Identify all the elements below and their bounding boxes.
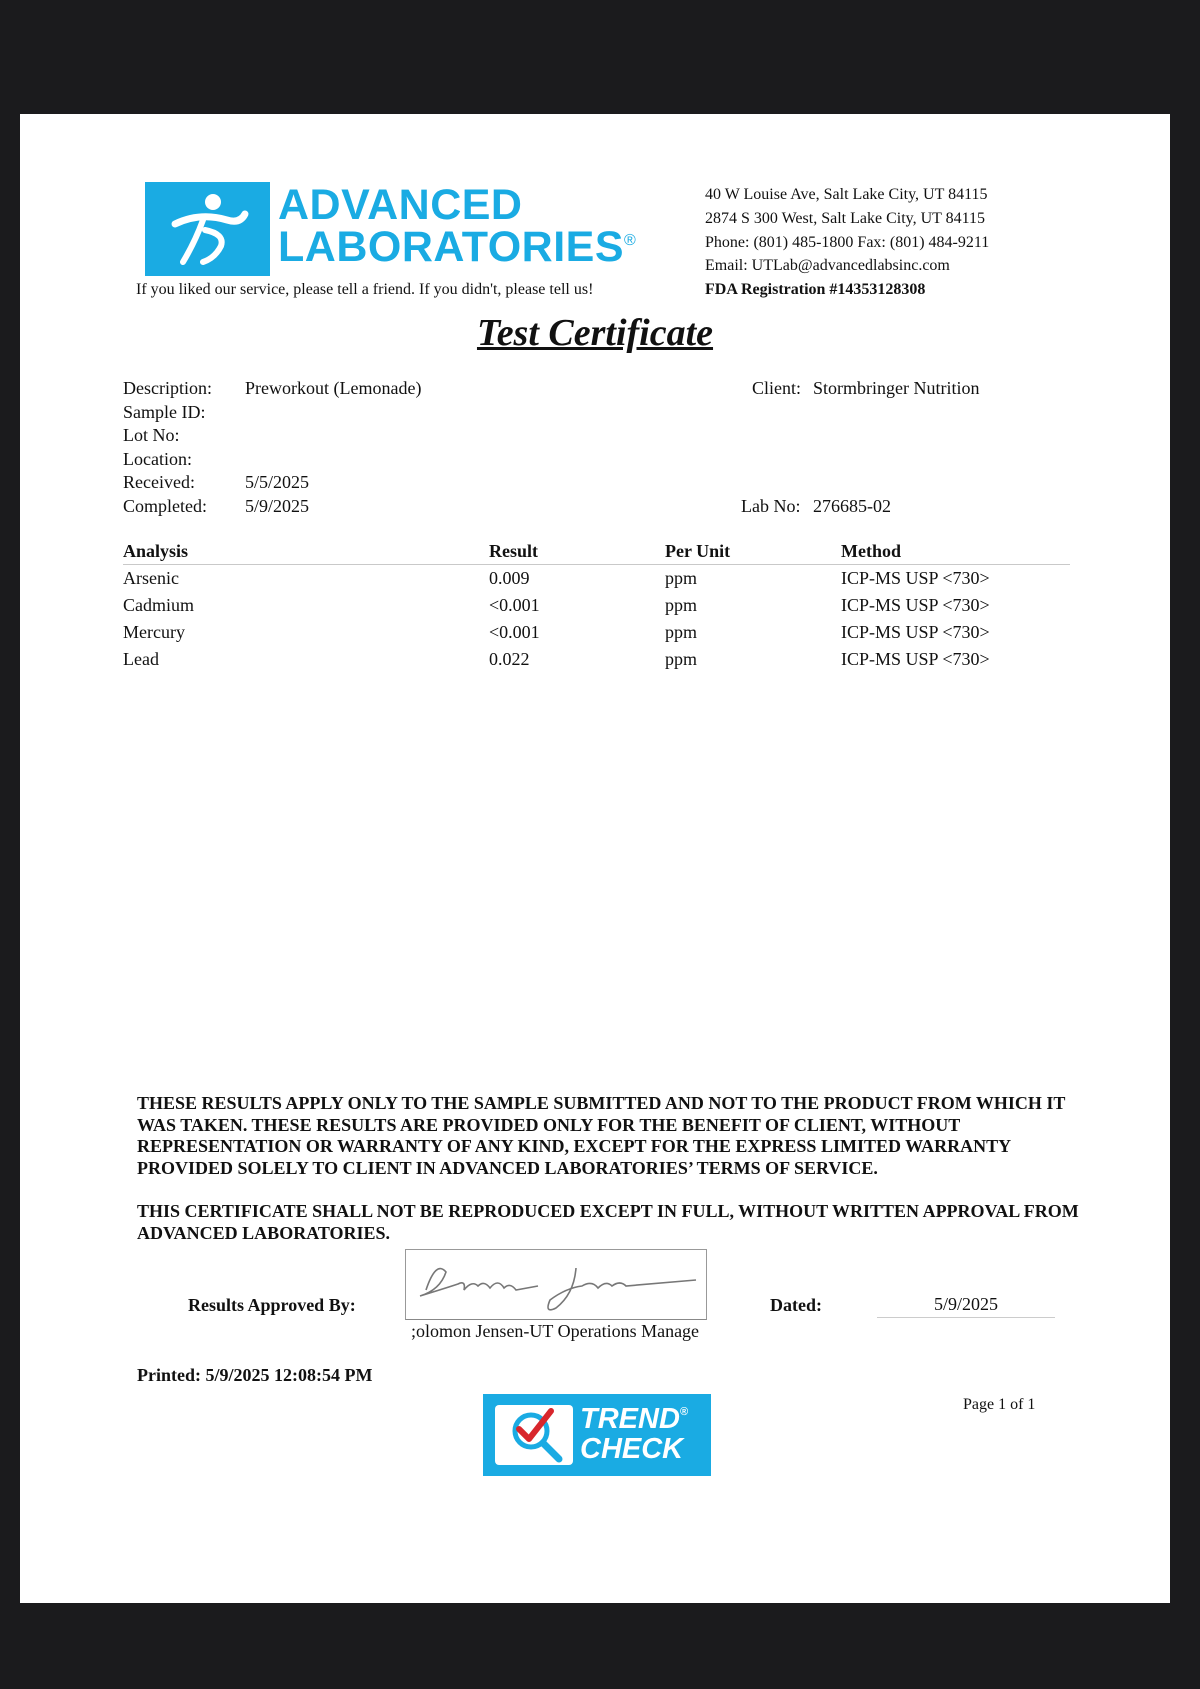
table-row — [123, 592, 1070, 619]
email-line: Email: UTLab@advancedlabsinc.com — [705, 257, 950, 275]
result-cell: 0.009 — [489, 568, 530, 588]
logo-line1: ADVANCED — [278, 181, 523, 229]
completed-value: 5/9/2025 — [245, 496, 310, 516]
address-line: 40 W Louise Ave, Salt Lake City, UT 84115 — [705, 186, 988, 203]
col-per-unit: Per Unit — [665, 540, 841, 565]
unit-cell: ppm — [665, 595, 698, 615]
description-value: Preworkout (Lemonade) — [245, 378, 422, 398]
unit-cell: ppm — [665, 649, 698, 669]
client-value: Stormbringer Nutrition — [813, 378, 980, 398]
magnifier-check-icon — [493, 1403, 575, 1467]
fda-registration: FDA Registration #14353128308 — [705, 281, 926, 299]
location-label: Location: — [123, 449, 192, 469]
received-value: 5/5/2025 — [245, 472, 310, 492]
page-number: Page 1 of 1 — [963, 1396, 1036, 1413]
disclaimer-paragraph-1: THESE RESULTS APPLY ONLY TO THE SAMPLE SUBMITTED AND NOT TO THE PRODUCT FROM WHICH IT WAS TAKEN. THESE RESULTS ARE PROVIDED ONLY FOR THE BENEFIT OF CLIENT, WITHOUT REPRESENTATION OR WARRANTY OF ANY KIND, EXCEPT FOR THE EXPRESS LIMITED WARRANTY PROVIDED SOLELY TO CLIENT IN ADVANCED LABORATORIES’ TERMS OF SERVICE. — [137, 1093, 1066, 1178]
analysis-cell: Cadmium — [123, 595, 194, 615]
lab-no-value: 276685-02 — [813, 496, 891, 516]
lab-no-label: Lab No: — [741, 496, 801, 516]
col-method: Method — [841, 540, 1070, 565]
lot-no-label: Lot No: — [123, 425, 180, 445]
results-table — [123, 540, 1070, 673]
table-row — [123, 646, 1070, 673]
analysis-cell: Mercury — [123, 622, 185, 642]
analysis-cell: Lead — [123, 649, 159, 669]
tagline: If you liked our service, please tell a friend. If you didn't, please tell us! — [136, 281, 594, 298]
disclaimer-paragraph-2: THIS CERTIFICATE SHALL NOT BE REPRODUCED EXCEPT IN FULL, WITHOUT WRITTEN APPROVAL FROM ADVANCED LABORATORIES. — [137, 1201, 1079, 1243]
check-word: CHECK — [580, 1433, 684, 1465]
analysis-cell: Arsenic — [123, 568, 179, 588]
col-analysis: Analysis — [123, 540, 489, 565]
result-cell: <0.001 — [489, 622, 540, 642]
trend-check-logo — [483, 1394, 711, 1476]
page-title: Test Certificate — [476, 312, 714, 354]
completed-label: Completed: — [123, 496, 207, 516]
table-row — [123, 619, 1070, 646]
method-cell: ICP-MS USP <730> — [841, 622, 990, 642]
sample-id-label: Sample ID: — [123, 402, 206, 422]
signature-image — [405, 1249, 707, 1320]
dated-label: Dated: — [770, 1295, 822, 1315]
table-header-row — [123, 540, 1070, 565]
result-cell: <0.001 — [489, 595, 540, 615]
runner-logo-icon — [145, 182, 270, 276]
unit-cell: ppm — [665, 568, 698, 588]
signer-name: ;olomon Jensen-UT Operations Manage — [410, 1321, 700, 1341]
method-cell: ICP-MS USP <730> — [841, 649, 990, 669]
phone-line: Phone: (801) 485-1800 Fax: (801) 484-9211 — [705, 233, 990, 251]
lab-address — [705, 183, 989, 302]
certificate-page — [20, 114, 1170, 1603]
client-label: Client: — [752, 378, 801, 398]
result-cell: 0.022 — [489, 649, 530, 669]
received-label: Received: — [123, 472, 195, 492]
trend-registered-mark: ® — [679, 1406, 688, 1418]
company-logo-text — [278, 181, 637, 271]
method-cell: ICP-MS USP <730> — [841, 568, 990, 588]
printed-timestamp: Printed: 5/9/2025 12:08:54 PM — [137, 1365, 373, 1385]
trend-check-text — [580, 1404, 688, 1464]
approved-by-label: Results Approved By: — [188, 1295, 356, 1315]
dated-value: 5/9/2025 — [877, 1294, 1055, 1318]
registered-mark: ® — [624, 232, 637, 249]
method-cell: ICP-MS USP <730> — [841, 595, 990, 615]
disclaimer — [137, 1093, 1097, 1266]
description-label: Description: — [123, 378, 212, 398]
col-result: Result — [489, 540, 665, 565]
address-line: 2874 S 300 West, Salt Lake City, UT 84115 — [705, 209, 986, 227]
unit-cell: ppm — [665, 622, 698, 642]
table-row — [123, 565, 1070, 593]
trend-word: TREND — [580, 1403, 680, 1435]
logo-line2: LABORATORIES — [278, 223, 625, 271]
